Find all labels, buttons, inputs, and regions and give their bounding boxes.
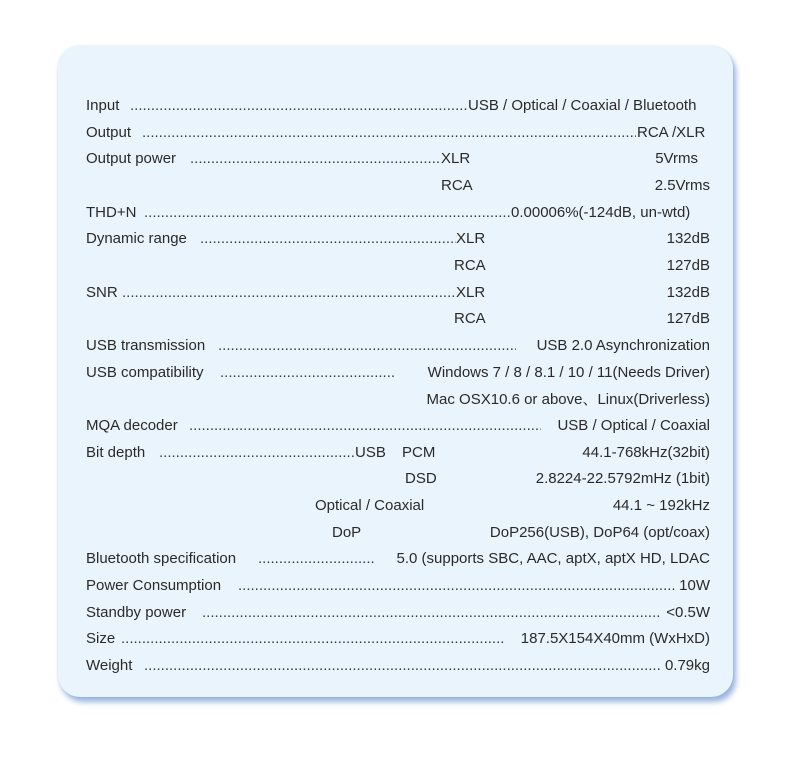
spec-label: Output power bbox=[86, 150, 177, 167]
spec-label: Input bbox=[86, 97, 120, 114]
spec-value: 127dB bbox=[666, 257, 710, 274]
leader-dots bbox=[200, 228, 456, 250]
spec-sub-label: USB bbox=[355, 444, 386, 461]
spec-row-bit-depth-optical bbox=[86, 495, 726, 517]
leader-dots bbox=[220, 362, 394, 384]
spec-value: Mac OSX10.6 or above、Linux(Driverless) bbox=[426, 391, 710, 408]
spec-value: 2.5Vrms bbox=[654, 177, 710, 194]
spec-value: Windows 7 / 8 / 8.1 / 10 / 11(Needs Driver) bbox=[427, 364, 710, 381]
spec-sub-label: XLR bbox=[456, 284, 486, 301]
spec-value: 10W bbox=[679, 577, 710, 594]
spec-sub-label: RCA bbox=[441, 177, 473, 194]
leader-dots bbox=[218, 335, 516, 357]
spec-value: 5.0 (supports SBC, AAC, aptX, aptX HD, LDAC bbox=[396, 550, 710, 567]
spec-value: DoP256(USB), DoP64 (opt/coax) bbox=[489, 524, 710, 541]
spec-row-bit-depth bbox=[86, 442, 726, 464]
spec-row-size bbox=[86, 628, 726, 650]
spec-row-usb-compatibility bbox=[86, 362, 726, 384]
spec-row-snr-rca bbox=[86, 308, 726, 330]
spec-value: 2.8224-22.5792mHz (1bit) bbox=[535, 470, 710, 487]
spec-sub-label: RCA bbox=[454, 310, 486, 327]
leader-dots bbox=[202, 602, 660, 624]
spec-value: USB 2.0 Asynchronization bbox=[536, 337, 710, 354]
spec-row-power-consumption bbox=[86, 575, 726, 597]
spec-value: 187.5X154X40mm (WxHxD) bbox=[520, 630, 710, 647]
spec-row-bit-depth-dop bbox=[86, 522, 726, 544]
spec-label: Output bbox=[86, 124, 132, 141]
spec-label: Power Consumption bbox=[86, 577, 222, 594]
spec-sub-label: DoP bbox=[332, 524, 362, 541]
spec-value: 5Vrms bbox=[655, 150, 698, 167]
spec-row-output-power bbox=[86, 148, 726, 170]
spec-sub-label: RCA bbox=[454, 257, 486, 274]
spec-value: USB / Optical / Coaxial / Bluetooth bbox=[468, 97, 697, 114]
spec-value: 132dB bbox=[666, 230, 710, 247]
leader-dots bbox=[130, 95, 467, 117]
spec-row-weight bbox=[86, 655, 726, 677]
leader-dots bbox=[189, 415, 541, 437]
spec-row-dynamic-range bbox=[86, 228, 726, 250]
leader-dots bbox=[142, 122, 636, 144]
spec-sub-label: DSD bbox=[405, 470, 437, 487]
leader-dots bbox=[144, 202, 510, 224]
spec-row-standby-power bbox=[86, 602, 726, 624]
spec-value: RCA /XLR bbox=[637, 124, 706, 141]
spec-row-mqa-decoder bbox=[86, 415, 726, 437]
leader-dots bbox=[258, 548, 376, 570]
leader-dots bbox=[190, 148, 440, 170]
spec-row-input bbox=[86, 95, 726, 117]
spec-row-snr bbox=[86, 282, 726, 304]
spec-value: <0.5W bbox=[666, 604, 710, 621]
spec-label: Bit depth bbox=[86, 444, 146, 461]
spec-value: 127dB bbox=[666, 310, 710, 327]
spec-row-output-power-rca bbox=[86, 175, 726, 197]
spec-label: Size bbox=[86, 630, 116, 647]
spec-label: Weight bbox=[86, 657, 133, 674]
spec-value: 44.1 ~ 192kHz bbox=[612, 497, 710, 514]
spec-value: 132dB bbox=[666, 284, 710, 301]
spec-row-usb-compatibility-mac bbox=[86, 389, 726, 411]
spec-label: MQA decoder bbox=[86, 417, 178, 434]
spec-label: THD+N bbox=[86, 204, 137, 221]
spec-card bbox=[58, 46, 733, 697]
leader-dots bbox=[122, 282, 456, 304]
leader-dots bbox=[159, 442, 355, 464]
spec-row-bit-depth-dsd bbox=[86, 468, 726, 490]
spec-value: 0.79kg bbox=[664, 657, 710, 674]
spec-value: USB / Optical / Coaxial bbox=[557, 417, 710, 434]
spec-row-output bbox=[86, 122, 726, 144]
spec-sub-label: Optical / Coaxial bbox=[315, 497, 425, 514]
spec-row-thdn bbox=[86, 202, 726, 224]
spec-sub-label: PCM bbox=[402, 444, 436, 461]
spec-sub-label: XLR bbox=[441, 150, 471, 167]
leader-dots bbox=[121, 628, 505, 650]
spec-sub-label: XLR bbox=[456, 230, 486, 247]
spec-label: USB transmission bbox=[86, 337, 206, 354]
spec-value: 44.1-768kHz(32bit) bbox=[582, 444, 710, 461]
spec-label: Bluetooth specification bbox=[86, 550, 237, 567]
spec-row-bluetooth bbox=[86, 548, 726, 570]
spec-label: SNR bbox=[86, 284, 118, 301]
leader-dots bbox=[238, 575, 675, 597]
spec-row-dynamic-range-rca bbox=[86, 255, 726, 277]
spec-label: USB compatibility bbox=[86, 364, 204, 381]
spec-value: 0.00006%(-124dB, un-wtd) bbox=[511, 204, 691, 221]
spec-label: Dynamic range bbox=[86, 230, 187, 247]
spec-label: Standby power bbox=[86, 604, 187, 621]
spec-row-usb-transmission bbox=[86, 335, 726, 357]
leader-dots bbox=[144, 655, 660, 677]
